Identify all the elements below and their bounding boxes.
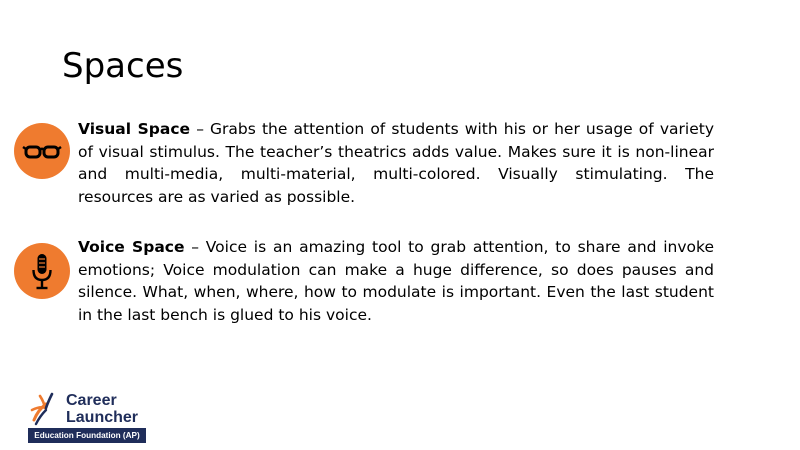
voice-space-text: – Voice is an amazing tool to grab attention, to share and invoke emotions; Voice modulation can make a huge difference, so does pauses and silence. What, when, where, how to modulate is important. Even the last student in the last bench is glued to his voice. xyxy=(78,238,715,324)
visual-space-heading: Visual Space xyxy=(78,120,191,138)
logo-band: Education Foundation (AP) xyxy=(28,428,146,443)
visual-space-text: – Grabs the attention of students with his or her usage of variety of visual stimulus. The teacher’s theatrics adds value. Makes sure it is non-linear and multi-media, multi-material, multi-colored. Visually stimulating. The resources are as varied as possible. xyxy=(78,120,714,206)
logo-sunburst-icon xyxy=(28,390,64,426)
logo-line-launcher: Launcher xyxy=(66,409,139,426)
voice-space-heading: Voice Space xyxy=(78,238,185,256)
logo-line-career: Career xyxy=(66,392,117,409)
glasses-icon xyxy=(14,123,70,179)
microphone-icon xyxy=(14,243,70,299)
voice-space-paragraph xyxy=(78,236,714,326)
slide-title: Spaces xyxy=(62,46,184,86)
career-launcher-logo xyxy=(28,390,148,444)
visual-space-paragraph xyxy=(78,118,714,208)
